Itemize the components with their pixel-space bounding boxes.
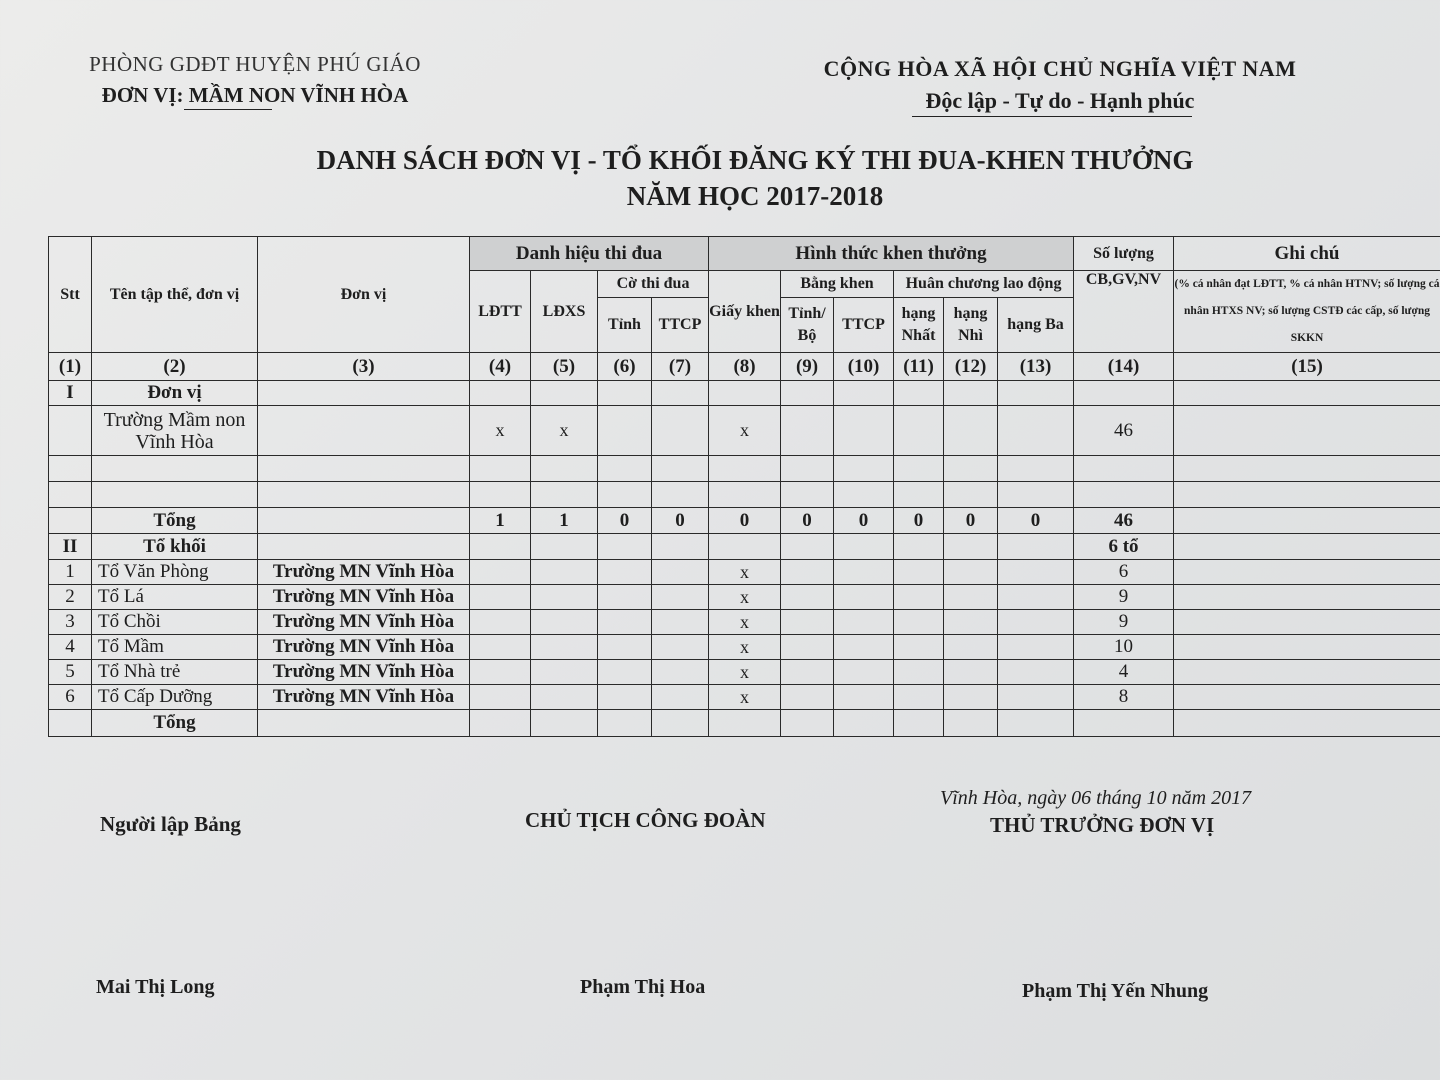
motto-underline <box>912 116 1192 117</box>
group-name: Tổ Nhà trẻ <box>92 660 258 685</box>
table-row <box>49 635 1440 660</box>
col-number: (11) <box>894 353 944 381</box>
quantity-value: 9 <box>1074 585 1174 610</box>
row-number: 1 <box>49 560 92 585</box>
preparer-name: Mai Thị Long <box>96 976 215 998</box>
ldxs-mark: x <box>531 406 598 456</box>
collective-name: Trường Mầm non Vĩnh Hòa <box>92 406 258 456</box>
national-name: CỘNG HÒA XÃ HỘI CHỦ NGHĨA VIỆT NAM <box>823 56 1297 81</box>
document-title <box>200 142 1310 214</box>
total-value: 46 <box>1074 508 1174 534</box>
header-stt: Stt <box>49 237 92 353</box>
table-row <box>49 406 1440 456</box>
group-name: Tổ Cấp Dưỡng <box>92 685 258 710</box>
quantity-value: 6 <box>1074 560 1174 585</box>
quantity-value: 8 <box>1074 685 1174 710</box>
total-label: Tổng <box>92 508 258 534</box>
header-second-class: hạng Nhì <box>944 298 998 353</box>
registration-table <box>48 236 1440 737</box>
total-value: 0 <box>652 508 709 534</box>
header-first-class: hạng Nhất <box>894 298 944 353</box>
certificate-mark: x <box>709 685 781 710</box>
unit-head-name: Phạm Thị Yến Nhung <box>1022 980 1209 1002</box>
total-value: 1 <box>470 508 531 534</box>
empty-row <box>49 482 1440 508</box>
quantity-value: 4 <box>1074 660 1174 685</box>
header-quantity: Số lượng <box>1074 237 1174 271</box>
header-notes-sub: (% cá nhân đạt LĐTT, % cá nhân HTNV; số lượng cá nhân HTXS NV; số lượng CSTĐ các cấp, số lượng SKKN <box>1174 271 1440 353</box>
department-name: PHÒNG GDĐT HUYỆN PHÚ GIÁO <box>89 52 421 76</box>
table-row <box>49 660 1440 685</box>
row-number: 4 <box>49 635 92 660</box>
col-number: (13) <box>998 353 1074 381</box>
quantity-value: 10 <box>1074 635 1174 660</box>
col-number: (3) <box>258 353 470 381</box>
header-flag-province: Tỉnh <box>598 298 652 353</box>
group-name: Tổ Chồi <box>92 610 258 635</box>
title-line-2: NĂM HỌC 2017-2018 <box>626 181 884 211</box>
header-quantity-sub: CB,GV,NV <box>1074 271 1174 353</box>
national-motto: Độc lập - Tự do - Hạnh phúc <box>925 88 1195 113</box>
header-emulation-titles: Danh hiệu thi đua <box>470 237 709 271</box>
group-unit: Trường MN Vĩnh Hòa <box>258 585 470 610</box>
header-reward-forms: Hình thức khen thưởng <box>709 237 1074 271</box>
col-number: (10) <box>834 353 894 381</box>
group-name: Tổ Văn Phòng <box>92 560 258 585</box>
header-notes: Ghi chú <box>1174 237 1440 271</box>
org-header <box>60 52 450 110</box>
section-label: Tổ khối <box>92 534 258 560</box>
group-count: 6 tổ <box>1074 534 1174 560</box>
col-number: (9) <box>781 353 834 381</box>
header-ldtt: LĐTT <box>470 271 531 353</box>
quantity-value: 9 <box>1074 610 1174 635</box>
group-unit: Trường MN Vĩnh Hòa <box>258 660 470 685</box>
unit-head-title: THỦ TRƯỞNG ĐƠN VỊ <box>990 813 1215 837</box>
header-collective-name: Tên tập thể, đơn vị <box>92 237 258 353</box>
header-flag-ttcp: TTCP <box>652 298 709 353</box>
section-number: I <box>49 381 92 406</box>
total-value: 0 <box>894 508 944 534</box>
total-row <box>49 710 1440 737</box>
column-number-row <box>49 353 1440 381</box>
certificate-mark: x <box>709 406 781 456</box>
total-value: 0 <box>998 508 1074 534</box>
total-value: 0 <box>944 508 998 534</box>
certificate-mark: x <box>709 660 781 685</box>
header-merit-province: Tỉnh/ Bộ <box>781 298 834 353</box>
national-header <box>790 56 1330 117</box>
table-row <box>49 585 1440 610</box>
total-label: Tổng <box>92 710 258 737</box>
table-row <box>49 685 1440 710</box>
title-line-1: DANH SÁCH ĐƠN VỊ - TỔ KHỐI ĐĂNG KÝ THI ĐUA-KHEN THƯỞNG <box>316 145 1194 175</box>
group-name: Tổ Mầm <box>92 635 258 660</box>
row-number: 6 <box>49 685 92 710</box>
section-row <box>49 381 1440 406</box>
total-row <box>49 508 1440 534</box>
header-third-class: hạng Ba <box>998 298 1074 353</box>
unit-underline <box>184 109 272 110</box>
group-unit: Trường MN Vĩnh Hòa <box>258 560 470 585</box>
total-value: 0 <box>834 508 894 534</box>
total-value: 0 <box>781 508 834 534</box>
union-chair-name: Phạm Thị Hoa <box>580 976 706 998</box>
ldtt-mark: x <box>470 406 531 456</box>
col-number: (4) <box>470 353 531 381</box>
col-number: (1) <box>49 353 92 381</box>
date-line: Vĩnh Hòa, ngày 06 tháng 10 năm 2017 <box>940 787 1252 809</box>
col-number: (12) <box>944 353 998 381</box>
header-merit: Bằng khen <box>781 271 894 298</box>
col-number: (7) <box>652 353 709 381</box>
group-name: Tổ Lá <box>92 585 258 610</box>
certificate-mark: x <box>709 585 781 610</box>
table-row <box>49 610 1440 635</box>
total-value: 1 <box>531 508 598 534</box>
unit-name: ĐƠN VỊ: MẦM NON VĨNH HÒA <box>101 83 409 107</box>
col-number: (15) <box>1174 353 1440 381</box>
col-number: (2) <box>92 353 258 381</box>
col-number: (8) <box>709 353 781 381</box>
col-number: (5) <box>531 353 598 381</box>
section-label: Đơn vị <box>92 381 258 406</box>
row-number: 2 <box>49 585 92 610</box>
table-row <box>49 560 1440 585</box>
header-emulation-flag: Cờ thi đua <box>598 271 709 298</box>
certificate-mark: x <box>709 610 781 635</box>
empty-row <box>49 456 1440 482</box>
row-number: 3 <box>49 610 92 635</box>
section-row <box>49 534 1440 560</box>
total-value: 0 <box>709 508 781 534</box>
col-number: (6) <box>598 353 652 381</box>
group-unit: Trường MN Vĩnh Hòa <box>258 610 470 635</box>
row-number: 5 <box>49 660 92 685</box>
section-number: II <box>49 534 92 560</box>
header-labor-medal: Huân chương lao động <box>894 271 1074 298</box>
group-unit: Trường MN Vĩnh Hòa <box>258 635 470 660</box>
header-ldxs: LĐXS <box>531 271 598 353</box>
quantity-value: 46 <box>1074 406 1174 456</box>
preparer-title: Người lập Bảng <box>100 812 241 836</box>
header-merit-ttcp: TTCP <box>834 298 894 353</box>
union-chair-title: CHỦ TỊCH CÔNG ĐOÀN <box>525 808 766 832</box>
total-value: 0 <box>598 508 652 534</box>
header-unit: Đơn vị <box>258 237 470 353</box>
col-number: (14) <box>1074 353 1174 381</box>
certificate-mark: x <box>709 635 781 660</box>
group-unit: Trường MN Vĩnh Hòa <box>258 685 470 710</box>
certificate-mark: x <box>709 560 781 585</box>
header-certificate: Giấy khen <box>709 271 781 353</box>
